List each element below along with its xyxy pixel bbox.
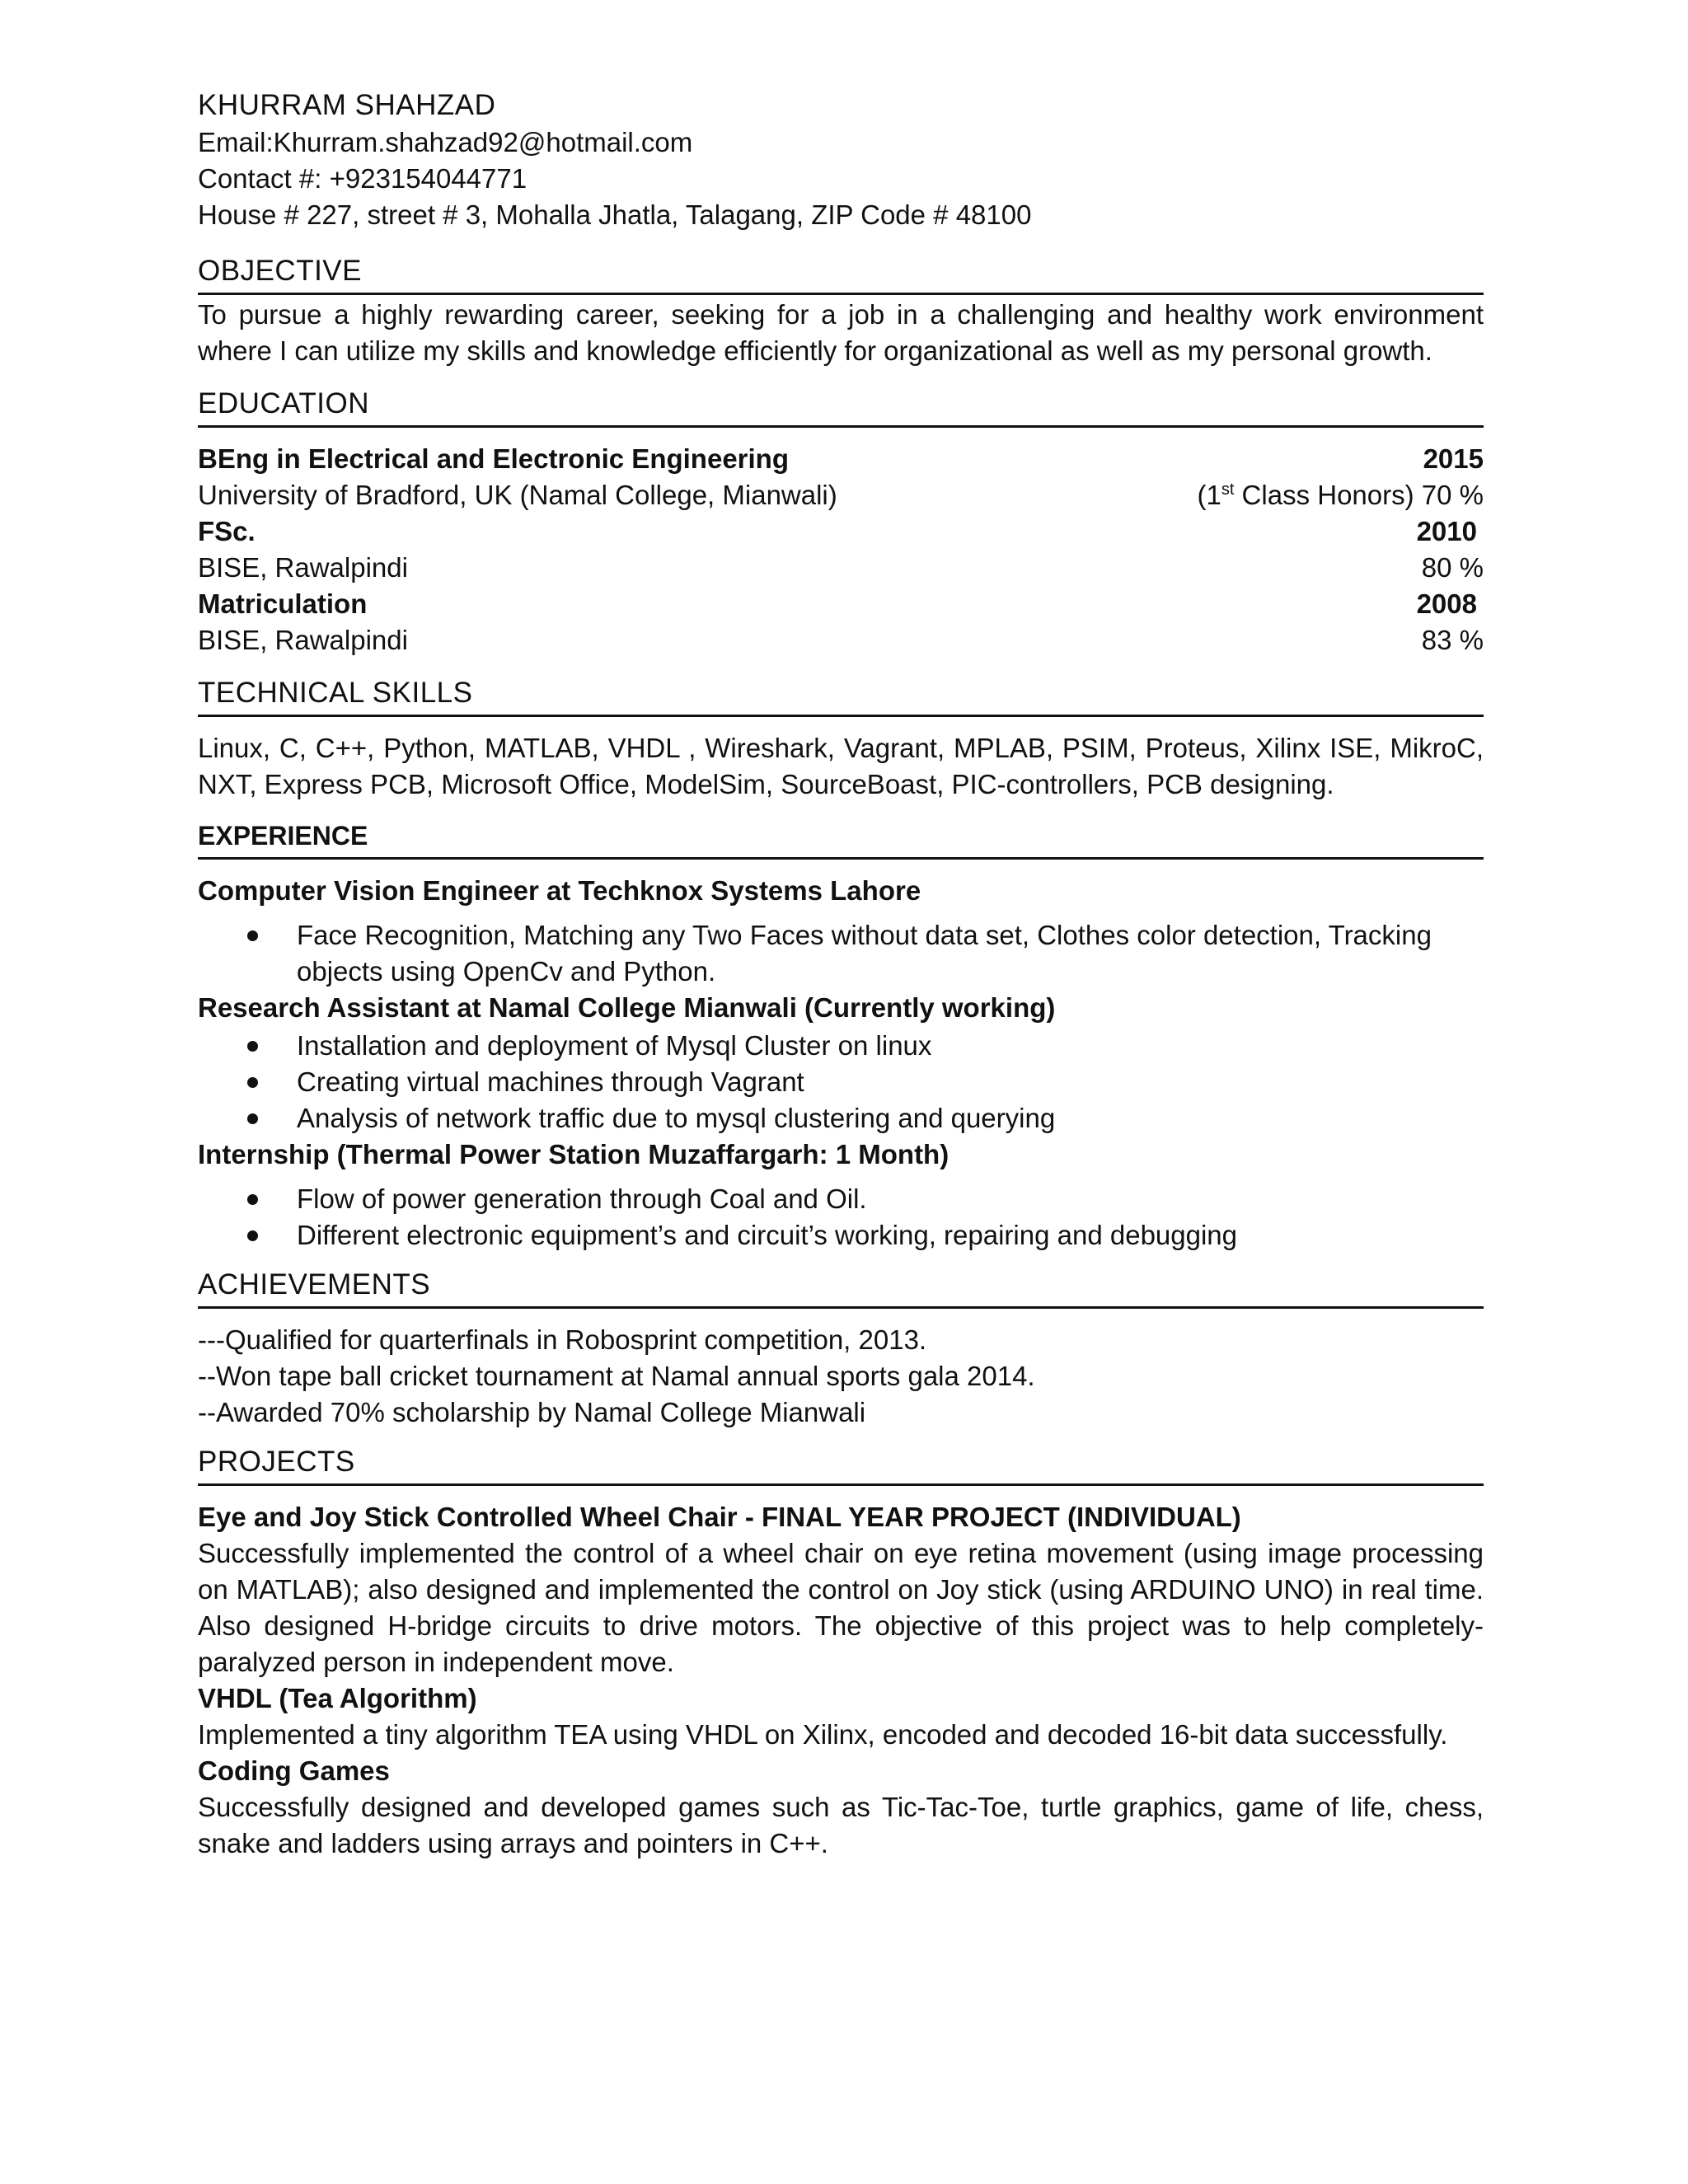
- bullet-icon: [247, 1113, 258, 1124]
- skills-heading: TECHNICAL SKILLS: [198, 673, 1484, 717]
- degree-year: 2008: [1416, 588, 1477, 619]
- address-line: House # 227, street # 3, Mohalla Jhatla, Talagang, ZIP Code # 48100: [198, 199, 1032, 230]
- skills-text: Linux, C, C++, Python, MATLAB, VHDL , Wireshark, Vagrant, MPLAB, PSIM, Proteus, Xilinx ISE, MikroC, NXT, Express PCB, Microsoft Office, ModelSim, SourceBoast, PIC-controllers, PCB designing.: [198, 733, 1484, 799]
- list-item: Different electronic equipment’s and circuit’s working, repairing and debugging: [198, 1217, 1484, 1254]
- project-title: Eye and Joy Stick Controlled Wheel Chair - FINAL YEAR PROJECT (INDIVIDUAL): [198, 1502, 1241, 1532]
- experience-heading: EXPERIENCE: [198, 816, 1484, 860]
- objective-heading: OBJECTIVE: [198, 251, 1484, 295]
- objective-section: [198, 251, 1484, 369]
- job-title: Computer Vision Engineer at Techknox Systems Lahore: [198, 875, 921, 906]
- institution-name: University of Bradford, UK (Namal College, Mianwali): [198, 480, 837, 510]
- contact-block: [198, 87, 1484, 233]
- project-description: Successfully designed and developed games such as Tic-Tac-Toe, turtle graphics, game of life, chess, snake and ladders using arrays and pointers in C++.: [198, 1792, 1484, 1858]
- bullet-icon: [247, 930, 258, 941]
- education-degree-row: [198, 441, 1484, 477]
- education-institution-row: [198, 477, 1484, 513]
- job-title: Internship (Thermal Power Station Muzaffargarh: 1 Month): [198, 1139, 950, 1169]
- degree-result: 80 %: [1421, 552, 1484, 583]
- list-item: Installation and deployment of Mysql Cluster on linux: [198, 1028, 1484, 1064]
- job-bullets: [198, 1028, 1484, 1137]
- achievements-section: [198, 1265, 1484, 1431]
- education-degree-row: [198, 513, 1484, 550]
- achievement-item: ---Qualified for quarterfinals in Robosprint competition, 2013.: [198, 1324, 927, 1355]
- list-item: Creating virtual machines through Vagrant: [198, 1064, 1484, 1100]
- bullet-icon: [247, 1194, 258, 1205]
- education-institution-row: [198, 550, 1484, 586]
- projects-section: [198, 1442, 1484, 1862]
- list-item: Face Recognition, Matching any Two Faces without data set, Clothes color detection, Tracking objects using OpenCv and Python.: [198, 917, 1484, 990]
- project-title: VHDL (Tea Algorithm): [198, 1683, 477, 1713]
- degree-year: 2015: [1423, 443, 1484, 474]
- institution-name: BISE, Rawalpindi: [198, 552, 408, 583]
- candidate-name: KHURRAM SHAHZAD: [198, 89, 496, 121]
- degree-result: (1st Class Honors) 70 %: [1197, 480, 1484, 510]
- achievements-heading: ACHIEVEMENTS: [198, 1265, 1484, 1309]
- degree-title: FSc.: [198, 516, 256, 546]
- email-line: Email:Khurram.shahzad92@hotmail.com: [198, 127, 693, 157]
- resume-page: [198, 87, 1484, 1862]
- list-item: Flow of power generation through Coal and Oil.: [198, 1181, 1484, 1217]
- skills-section: [198, 673, 1484, 803]
- projects-heading: PROJECTS: [198, 1442, 1484, 1486]
- job-bullets: [198, 1181, 1484, 1254]
- bullet-icon: [247, 1041, 258, 1052]
- achievement-item: --Awarded 70% scholarship by Namal College Mianwali: [198, 1397, 866, 1427]
- list-item: Analysis of network traffic due to mysql clustering and querying: [198, 1100, 1484, 1137]
- job-title: Research Assistant at Namal College Mianwali (Currently working): [198, 992, 1056, 1023]
- project-title: Coding Games: [198, 1755, 390, 1786]
- achievement-item: --Won tape ball cricket tournament at Namal annual sports gala 2014.: [198, 1361, 1035, 1391]
- education-heading: EDUCATION: [198, 384, 1484, 428]
- job-bullets: [198, 917, 1484, 990]
- degree-result: 83 %: [1421, 625, 1484, 655]
- institution-name: BISE, Rawalpindi: [198, 625, 408, 655]
- education-section: [198, 384, 1484, 658]
- contact-line: Contact #: +923154044771: [198, 163, 528, 194]
- objective-text: To pursue a highly rewarding career, seeking for a job in a challenging and healthy work environment where I can utilize my skills and knowledge efficiently for organizational as well as my personal growth.: [198, 299, 1484, 366]
- degree-year: 2010: [1416, 516, 1477, 546]
- education-institution-row: [198, 622, 1484, 658]
- project-description: Implemented a tiny algorithm TEA using VHDL on Xilinx, encoded and decoded 16-bit data successfully.: [198, 1719, 1448, 1750]
- education-degree-row: [198, 586, 1484, 622]
- degree-title: Matriculation: [198, 588, 368, 619]
- experience-section: [198, 816, 1484, 1254]
- bullet-icon: [247, 1077, 258, 1088]
- project-description: Successfully implemented the control of a wheel chair on eye retina movement (using image processing on MATLAB); also designed and implemented the control on Joy stick (using ARDUINO UNO) in real time. Also designed H-bridge circuits to drive motors. The objective of this project was to help completely-paralyzed person in independent move.: [198, 1538, 1484, 1677]
- degree-title: BEng in Electrical and Electronic Engineering: [198, 443, 789, 474]
- bullet-icon: [247, 1230, 258, 1241]
